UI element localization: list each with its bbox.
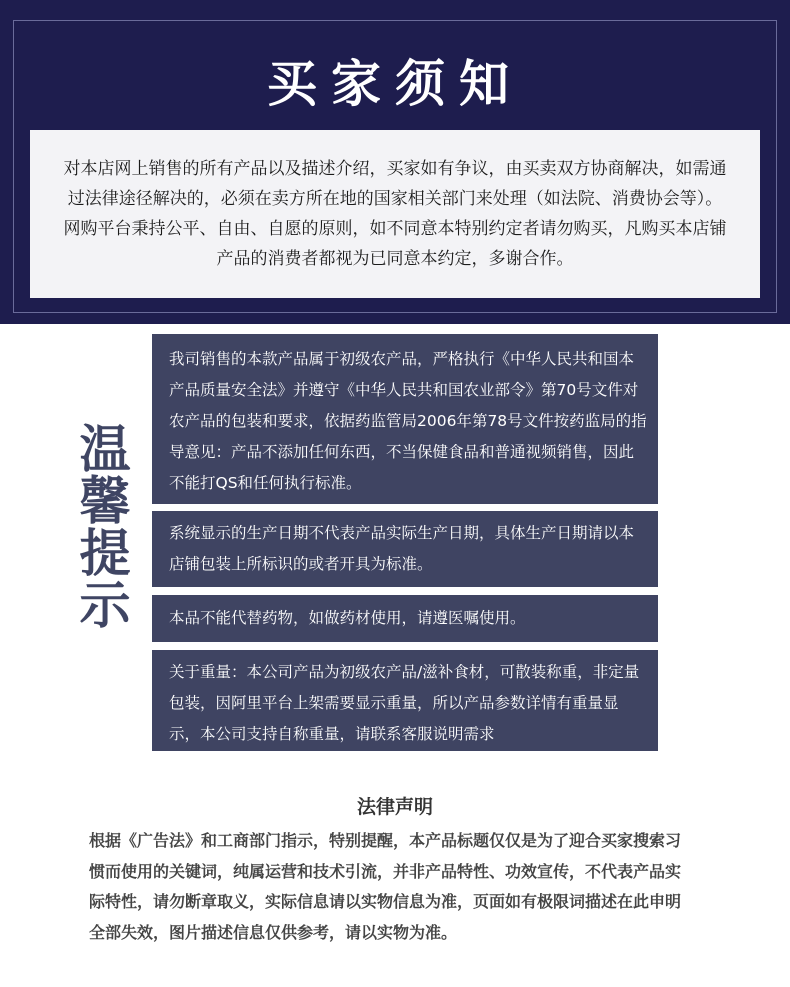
buyer-notice-text: 对本店网上销售的所有产品以及描述介绍，买家如有争议，由买卖双方协商解决，如需通过法律途径解决的，必须在卖方所在地的国家相关部门来处理（如法院、消费协会等）。网购平台秉持公平、自由、自愿的原则，如不同意本特别约定者请勿购买，凡购买本店铺产品的消费者都视为已同意本约定，多谢合作。 bbox=[63, 159, 727, 269]
tip-box-medicine-warning: 本品不能代替药物，如做药材使用，请遵医嘱使用。 bbox=[152, 595, 658, 642]
warm-tips-title-char: 提 bbox=[79, 525, 131, 584]
tip-box-production-date: 系统显示的生产日期不代表产品实际生产日期，具体生产日期请以本店铺包装上所标识的或者开具为标准。 bbox=[152, 511, 658, 587]
warm-tips-title bbox=[75, 421, 135, 636]
tip-box-product-regulation: 我司销售的本款产品属于初级农产品，严格执行《中华人民共和国本产品质量安全法》并遵守《中华人民共和国农业部令》第70号文件对农产品的包装和要求，依据药监管局2006年第78号文件按药监局的指导意见：产品不添加任何东西，不当保健食品和普通视频销售，因此不能打QS和任何执行标准。 bbox=[152, 334, 658, 504]
legal-statement-text: 根据《广告法》和工商部门指示，特别提醒，本产品标题仅仅是为了迎合买家搜索习惯而使用的关键词，纯属运营和技术引流，并非产品特性、功效宣传，不代表产品实际特性，请勿断章取义，实际信息请以实物信息为准，页面如有极限词描述在此申明全部失效，图片描述信息仅供参考，请以实物为准。 bbox=[89, 831, 682, 942]
warm-tips-title-char: 温 bbox=[79, 421, 131, 480]
buyer-notice-section bbox=[0, 0, 790, 324]
legal-statement-title: 法律声明 bbox=[356, 796, 433, 818]
tip-box-weight: 关于重量：本公司产品为初级农产品/滋补食材，可散装称重，非定量包装，因阿里平台上架需要显示重量，所以产品参数详情有重量显示，本公司支持自称重量，请联系客服说明需求 bbox=[152, 650, 658, 751]
warm-tips-title-char: 馨 bbox=[79, 473, 131, 532]
warm-tips-title-char: 示 bbox=[79, 577, 131, 636]
buyer-notice-box bbox=[30, 130, 760, 298]
buyer-notice-title: 买家须知 bbox=[267, 54, 523, 113]
